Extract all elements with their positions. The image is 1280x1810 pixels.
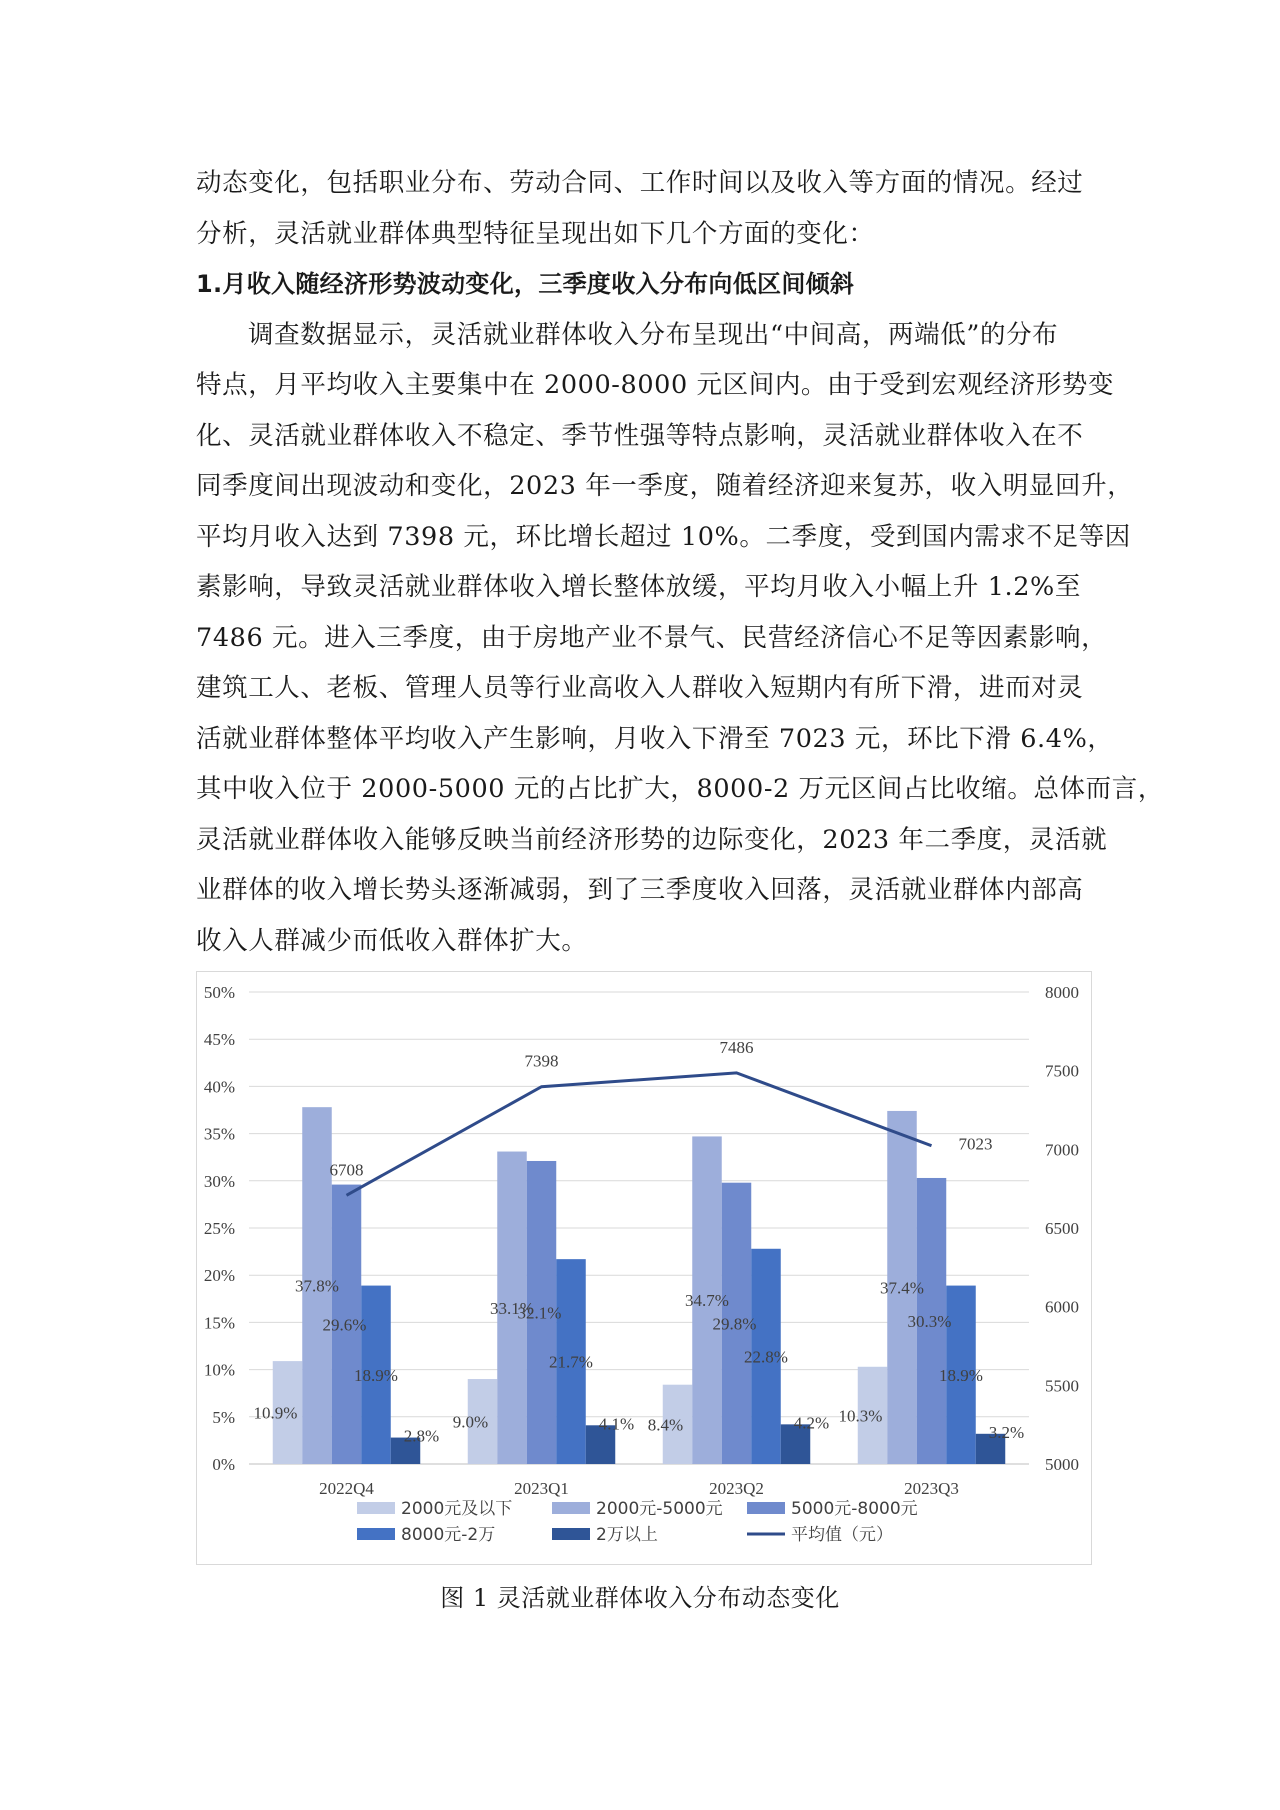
bar-data-label: 34.7% — [685, 1291, 729, 1311]
y-left-tick-label: 45% — [203, 1030, 235, 1050]
text-block — [196, 158, 1164, 966]
bar-data-label: 18.9% — [939, 1365, 983, 1385]
body-line: 同季度间出现波动和变化，2023 年一季度，随着经济迎来复苏，收入明显回升， — [196, 471, 1134, 501]
body-line: 业群体的收入增长势头逐渐减弱，到了三季度收入回落，灵活就业群体内部高 — [196, 875, 1084, 905]
body-line: 调查数据显示，灵活就业群体收入分布呈现出“中间高，两端低”的分布 — [248, 319, 1059, 350]
y-left-tick-label: 40% — [203, 1077, 235, 1097]
body-line: 建筑工人、老板、管理人员等行业高收入人群收入短期内有所下滑，进而对灵 — [196, 673, 1084, 703]
section-heading: 1.月收入随经济形势波动变化，三季度收入分布向低区间倾斜 — [196, 270, 855, 298]
legend-swatch — [357, 1528, 395, 1540]
legend-label: 5000元-8000元 — [791, 1499, 918, 1519]
y-right-tick-label: 6000 — [1045, 1297, 1079, 1317]
y-right-tick-label: 7500 — [1045, 1061, 1079, 1081]
line-data-label: 7486 — [719, 1037, 754, 1057]
figure-caption: 图 1 灵活就业群体收入分布动态变化 — [440, 1584, 840, 1612]
bar-data-label: 9.0% — [452, 1412, 489, 1432]
y-right-tick-label: 8000 — [1045, 983, 1079, 1002]
legend-label: 2000元及以下 — [401, 1499, 513, 1519]
chart-canvas — [197, 972, 1093, 1566]
body-line: 灵活就业群体收入能够反映当前经济形势的边际变化，2023 年二季度，灵活就 — [196, 824, 1108, 855]
bar-data-label: 8.4% — [647, 1415, 684, 1435]
bar-data-label: 22.8% — [744, 1347, 788, 1367]
y-right-tick-label: 6500 — [1045, 1219, 1079, 1238]
legend-swatch — [552, 1528, 590, 1540]
body-line: 平均月收入达到 7398 元，环比增长超过 10%。二季度，受到国内需求不足等因 — [196, 521, 1131, 552]
bar-data-label: 18.9% — [354, 1365, 398, 1385]
y-left-tick-label: 15% — [203, 1313, 235, 1333]
bar-data-label: 29.8% — [712, 1314, 757, 1334]
bar-data-label: 3.2% — [988, 1422, 1025, 1442]
bar-data-label: 29.6% — [322, 1315, 367, 1335]
y-right-tick-label: 7000 — [1045, 1140, 1079, 1160]
body-line: 素影响，导致灵活就业群体收入增长整体放缓，平均月收入小幅上升 1.2%至 — [196, 572, 1081, 602]
bar-data-label: 30.3% — [907, 1311, 952, 1331]
bar-data-label: 4.1% — [598, 1414, 635, 1434]
bar-data-label: 2.8% — [403, 1426, 440, 1446]
x-tick-label: 2023Q3 — [904, 1479, 959, 1498]
legend-swatch — [357, 1502, 395, 1514]
legend-label: 平均值（元） — [791, 1525, 893, 1545]
legend-swatch — [747, 1502, 785, 1514]
bar-data-label: 10.3% — [838, 1406, 883, 1426]
y-left-tick-label: 5% — [212, 1407, 235, 1427]
legend-label: 2000元-5000元 — [596, 1499, 723, 1519]
y-left-tick-label: 30% — [203, 1171, 235, 1191]
y-left-tick-label: 35% — [203, 1124, 235, 1144]
body-line: 7486 元。进入三季度，由于房地产业不景气、民营经济信心不足等因素影响， — [196, 622, 1108, 653]
line-data-label: 7398 — [524, 1051, 559, 1071]
paragraph-line: 动态变化，包括职业分布、劳动合同、工作时间以及收入等方面的情况。经过 — [196, 168, 1084, 198]
y-right-tick-label: 5500 — [1045, 1376, 1079, 1396]
y-left-tick-label: 10% — [203, 1360, 235, 1380]
bar-data-label: 21.7% — [549, 1352, 593, 1372]
body-line: 活就业群体整体平均收入产生影响，月收入下滑至 7023 元，环比下滑 6.4%， — [196, 723, 1114, 754]
y-left-tick-label: 20% — [203, 1266, 235, 1286]
bar-data-label: 32.1% — [517, 1303, 562, 1323]
bar-data-label: 37.4% — [880, 1278, 924, 1298]
legend-swatch — [552, 1502, 590, 1514]
legend-label: 8000元-2万 — [401, 1525, 496, 1545]
x-tick-label: 2022Q4 — [319, 1479, 374, 1498]
x-tick-label: 2023Q1 — [514, 1479, 569, 1498]
bar-data-label: 4.2% — [793, 1413, 830, 1433]
paragraph-line: 分析，灵活就业群体典型特征呈现出如下几个方面的变化： — [196, 218, 875, 249]
bar-data-label: 33.1% — [490, 1298, 534, 1318]
line-data-label: 6708 — [329, 1160, 364, 1180]
body-line: 特点，月平均收入主要集中在 2000-8000 元区间内。由于受到宏观经济形势变 — [196, 370, 1115, 400]
y-left-tick-label: 50% — [203, 983, 235, 1002]
body-line: 收入人群减少而低收入群体扩大。 — [196, 925, 588, 956]
body-line: 化、灵活就业群体收入不稳定、季节性强等特点影响，灵活就业群体收入在不 — [196, 420, 1084, 451]
y-right-tick-label: 5000 — [1045, 1455, 1079, 1474]
line-data-label: 7023 — [958, 1134, 993, 1154]
y-left-tick-label: 0% — [212, 1455, 235, 1474]
bar-data-label: 37.8% — [295, 1276, 339, 1296]
x-tick-label: 2023Q2 — [709, 1479, 764, 1498]
bar-data-label: 10.9% — [253, 1403, 298, 1423]
body-line: 其中收入位于 2000-5000 元的占比扩大，8000-2 万元区间占比收缩。总体而言， — [196, 774, 1164, 804]
y-left-tick-label: 25% — [203, 1219, 235, 1238]
income-distribution-chart — [196, 971, 1092, 1565]
legend-label: 2万以上 — [596, 1525, 658, 1545]
